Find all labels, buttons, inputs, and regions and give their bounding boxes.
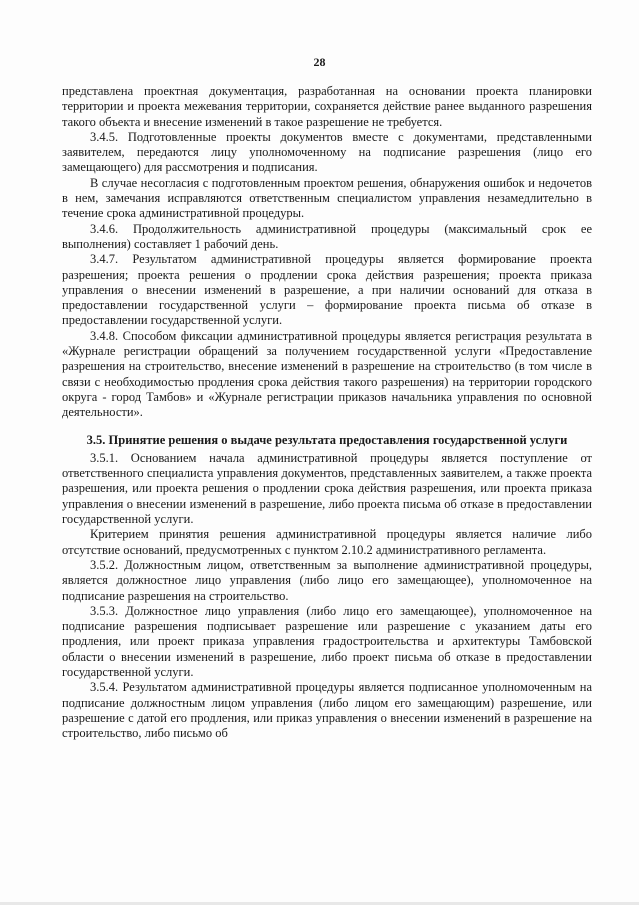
paragraph: 3.5.4. Результатом административной процедуры является подписанное уполномоченным на подписание должностным лицом управления (либо лицом его замещающим) разрешение, или разрешение с датой его продления, или приказ управления о внесении изменений в разрешение на строительство, либо письмо об (62, 680, 592, 741)
paragraph: 3.5.3. Должностное лицо управления (либо лицо его замещающее), уполномоченное на подписание разрешения подписывает разрешение или разрешение с указанием даты его продления, или проект приказа управления градостроительства и архитектуры Тамбовской области о внесении изменений в разрешение, либо проект письма об отказе в предоставлении государственной услуги. (62, 603, 592, 679)
section-3-5 (62, 451, 592, 742)
paragraph: 3.5.1. Основанием начала административной процедуры является поступление от ответственного специалиста управления документов, представленных заявителем, а также проекта разрешения, или проекта решения о продлении срока действия разрешения, или проекта приказа управления о внесении изменений в разрешение, либо проекта письма об отказе в предоставлении государственной услуги. (62, 450, 592, 527)
section-3-4-continuation (62, 84, 592, 421)
paragraph: 3.4.8. Способом фиксации административной процедуры является регистрация результата в «Журнале регистрации обращений за получением государственной услуги «Предоставление разрешения на строительство, внесение изменений в разрешение на строительство (в том числе в связи с необходимостью продления срока действия такого разрешения) на территории городского округа - город Тамбов» и «Журнале регистрации приказов начальника управления по основной деятельности». (62, 328, 592, 420)
document-body (62, 84, 592, 741)
paragraph: представлена проектная документация, разработанная на основании проекта планировки территории и проекта межевания территории, сохраняется действие ранее выданного разрешения такого объекта и внесение изменений в такое разрешение не требуется. (62, 84, 592, 129)
paragraph: Критерием принятия решения административной процедуры является наличие либо отсутствие оснований, предусмотренных с пунктом 2.10.2 административного регламента. (62, 527, 592, 557)
paragraph: 3.5.2. Должностным лицом, ответственным за выполнение административной процедуры, является должностное лицо управления (либо лицо его замещающее), уполномоченное на подписание разрешения на строительство. (62, 557, 592, 603)
paragraph: В случае несогласия с подготовленным проектом решения, обнаружения ошибок и недочетов в нем, замечания исправляются ответственным специалистом управления незамедлительно в течение срока административной процедуры. (62, 175, 592, 221)
paragraph: 3.4.6. Продолжительность административной процедуры (максимальный срок ее выполнения) составляет 1 рабочий день. (62, 221, 592, 251)
section-heading-3-5: 3.5. Принятие решения о выдаче результата предоставления государственной услуги (86, 432, 568, 447)
page-number: 28 (313, 55, 326, 69)
paragraph: 3.4.5. Подготовленные проекты документов вместе с документами, представленными заявителем, передаются лицу уполномоченному на подписание разрешения (лицо его замещающего) для рассмотрения и подписания. (62, 129, 592, 175)
paragraph: 3.4.7. Результатом административной процедуры является формирование проекта разрешения; проекта решения о продлении срока действия разрешения; проекта приказа управления о внесении изменений в разрешение, а при наличии оснований для отказа в предоставлении государственной услуги – формирование проекта письма об отказе в предоставлении государственной услуги. (62, 252, 592, 328)
